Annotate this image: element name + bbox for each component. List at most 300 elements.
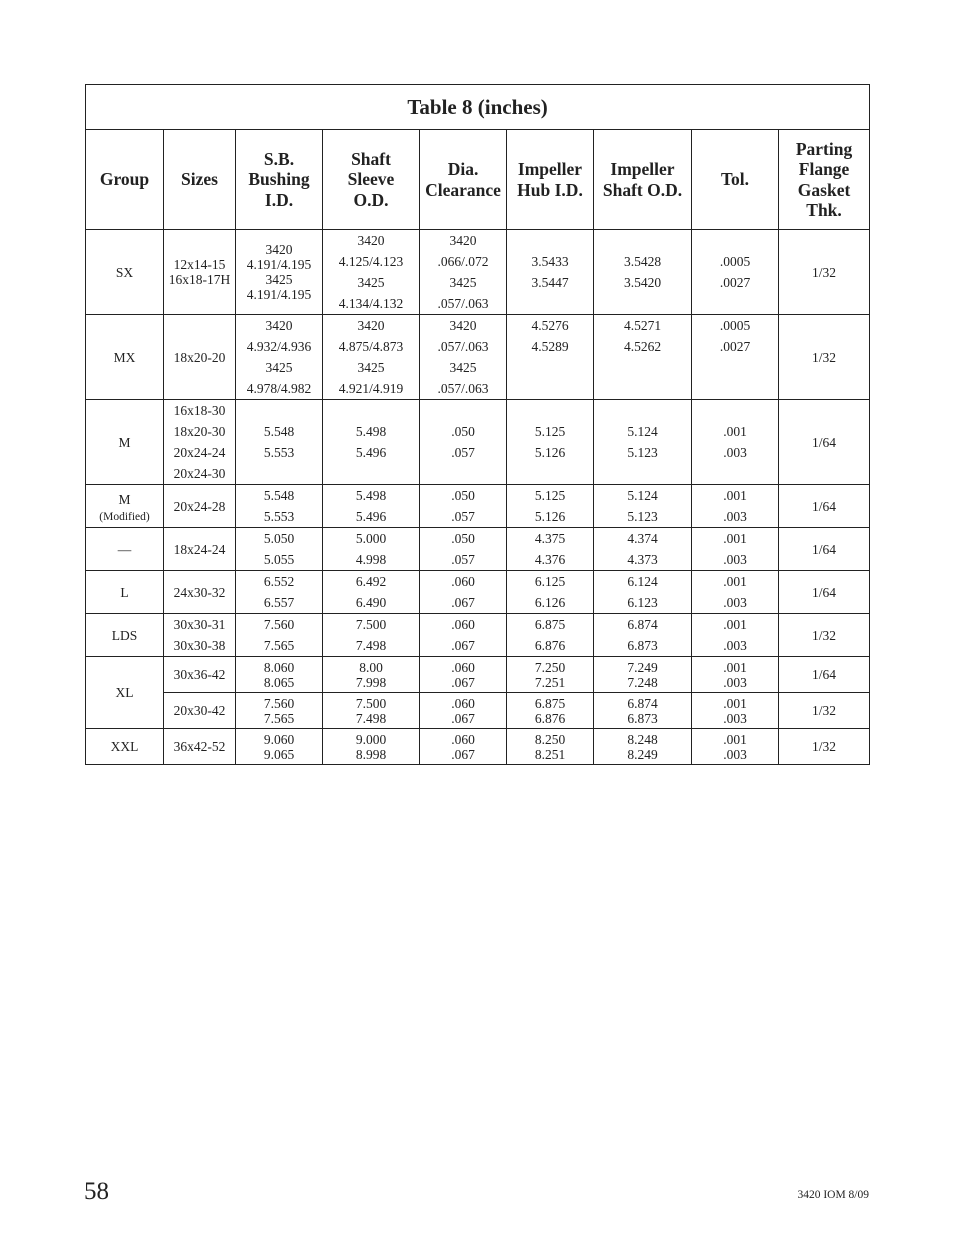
table-cell [164,315,236,400]
column-header [236,130,323,230]
cell-line: 7.500 [355,617,387,632]
column-header [420,130,507,230]
table-cell [507,614,594,657]
cell-line: 20x30-42 [173,703,226,718]
cell-line: 3.5433 [531,254,569,269]
cell-line: .060 [451,731,475,747]
cell-line: 6.874 [627,695,658,711]
cell-line [692,463,778,484]
table-cell [236,528,323,571]
cell-line: 1/64 [812,584,837,600]
table-cell [236,571,323,614]
table-cell [692,230,779,315]
cell-line: 20x24-28 [173,498,226,514]
column-header-line: Tol. [720,169,750,190]
table-cell [779,315,870,400]
cell-line: .050 [451,531,475,546]
column-header-line: Hub I.D. [517,179,583,200]
cell-line: 4.5276 [531,318,569,333]
cell-line: .001 [723,424,747,439]
cell-line: .057/.063 [437,339,489,354]
cell-line: 3420 [449,318,477,333]
table-cell [86,485,164,528]
cell-line: .001 [723,659,747,675]
cell-line [236,400,322,421]
column-header [507,130,594,230]
table-cell [164,614,236,657]
table-cell [594,485,692,528]
table-cell [236,729,323,765]
cell-line: 5.000 [355,531,387,546]
cell-line: 6.552 [263,574,295,589]
table-cell [594,657,692,693]
cell-line: 5.553 [263,445,295,460]
cell-line: .066/.072 [437,254,489,269]
cell-line: 24x30-32 [173,584,226,600]
table-cell [779,657,870,693]
cell-line: 5.055 [263,552,295,567]
cell-line: .060 [451,659,475,675]
column-header [86,130,164,230]
column-header-line: Gasket [797,179,851,200]
cell-line: 1/64 [812,667,837,682]
cell-line [236,463,322,484]
cell-line: 7.560 [263,617,295,632]
table-row [86,693,870,729]
cell-line [692,400,778,421]
table-cell [779,614,870,657]
cell-line: .067 [451,595,475,610]
cell-line: 8.060 [263,659,295,675]
cell-line: SX [115,264,134,280]
cell-line: 7.998 [355,674,387,690]
table-cell [507,729,594,765]
table-cell [692,571,779,614]
cell-line: .060 [451,695,475,711]
cell-line: .057 [451,552,475,567]
table-cell [420,400,507,485]
table-row [86,485,870,528]
cell-line: 3425 [265,272,293,287]
column-header-line: I.D. [264,189,294,210]
column-header-line: Flange [798,159,850,179]
column-header-line: Shaft O.D. [602,179,683,200]
cell-line: 5.124 [627,424,658,439]
table-row [86,315,870,400]
table-cell [86,571,164,614]
column-header-line: Thk. [806,200,842,220]
cell-line: 3425 [357,275,385,290]
table-cell [692,693,779,729]
cell-line: 3420 [265,318,293,333]
cell-line: 7.249 [627,659,658,675]
table-cell [507,693,594,729]
cell-line: 6.876 [534,710,566,726]
cell-line [507,378,593,399]
cell-line: 3.5420 [623,275,662,290]
cell-line: 3420 [265,242,293,257]
cell-line: 6.490 [355,595,387,610]
table-cell [594,400,692,485]
table-cell [420,614,507,657]
cell-line: 6.126 [534,595,566,610]
cell-line: 4.373 [627,552,658,567]
cell-line: 3425 [449,360,477,375]
table-row [86,400,870,485]
cell-line: 5.496 [355,509,387,524]
table-cell [779,571,870,614]
cell-line: 6.557 [263,595,295,610]
table-cell [594,230,692,315]
table-body [86,230,870,765]
table-cell [594,315,692,400]
column-header-line: Group [99,169,150,190]
table-cell [420,315,507,400]
cell-line: 16x18-30 [173,403,226,418]
cell-line [594,463,691,484]
table-cell [164,485,236,528]
cell-line: 4.5262 [623,339,662,354]
cell-line: .0027 [719,339,751,354]
table-cell [323,614,420,657]
table-cell [164,693,236,729]
cell-line: 5.498 [355,424,387,439]
table-cell [164,400,236,485]
cell-line [594,378,691,399]
column-header [323,130,420,230]
table-cell [692,528,779,571]
column-header-line: Impeller [610,159,675,179]
table-cell [86,614,164,657]
table-cell [507,230,594,315]
table-cell [420,528,507,571]
table-cell [86,230,164,315]
cell-line: 5.126 [534,509,566,524]
cell-line: 36x42-52 [173,739,226,754]
table-cell [507,315,594,400]
cell-line: 7.500 [355,695,387,711]
cell-line: 6.875 [534,617,566,632]
table-cell [323,315,420,400]
cell-line: 5.123 [627,445,658,460]
cell-line: 5.050 [263,531,295,546]
table-cell [164,657,236,693]
cell-line: 8.251 [534,746,566,762]
table-cell [164,729,236,765]
table-cell [507,485,594,528]
cell-line: 5.126 [534,445,566,460]
table-cell [236,230,323,315]
cell-line [507,400,593,421]
cell-line: .003 [723,595,747,610]
table-cell [594,571,692,614]
table-cell [236,657,323,693]
column-header-line: Impeller [517,159,583,179]
column-header-line: O.D. [353,189,389,210]
cell-line: L [120,584,129,600]
cell-line: 4.374 [627,531,658,546]
column-header-line: Parting [795,138,853,159]
cell-line: .060 [451,617,475,632]
table-cell [323,571,420,614]
cell-line: 1/32 [812,349,837,365]
table-cell [507,528,594,571]
cell-line: .057 [451,509,475,524]
cell-line: XXL [110,739,139,754]
cell-line: 8.00 [359,659,383,675]
table-cell [779,230,870,315]
column-header-line: S.B. [263,148,295,169]
cell-line: .001 [723,531,747,546]
table-cell [420,657,507,693]
table-cell [692,315,779,400]
cell-subtext: (Modified) [99,510,150,523]
cell-line: .057/.063 [437,381,489,396]
column-header-line: Sleeve [347,169,395,190]
table-cell [86,729,164,765]
table-cell [236,693,323,729]
cell-line: 18x20-30 [173,424,226,439]
table-cell [323,230,420,315]
cell-line: .067 [451,638,475,653]
cell-line: .067 [451,710,475,726]
cell-line: 4.998 [355,552,387,567]
cell-line: 6.123 [627,595,658,610]
cell-line: .001 [723,731,747,747]
cell-line: .057 [451,445,475,460]
table-cell [420,571,507,614]
cell-line: 5.548 [263,488,295,503]
cell-line: 7.498 [355,710,387,726]
cell-line: 5.498 [355,488,387,503]
cell-line: 1/64 [812,434,837,450]
cell-line: .0027 [719,275,751,290]
cell-line: .003 [723,445,747,460]
cell-line: 20x24-30 [173,466,226,481]
cell-line: 3420 [449,233,477,248]
cell-line: .067 [451,746,475,762]
cell-line: 6.876 [534,638,566,653]
cell-line: 8.065 [263,674,295,690]
cell-line: .003 [723,509,747,524]
page-number: 58 [84,1178,109,1205]
column-header [594,130,692,230]
table-cell [323,528,420,571]
table-cell [236,400,323,485]
cell-line: 8.998 [355,746,387,762]
cell-line: 18x20-20 [173,349,226,365]
table-cell [692,400,779,485]
cell-line: 4.191/4.195 [246,257,312,272]
cell-line: 8.250 [534,731,566,747]
table-cell [594,729,692,765]
cell-line: 7.565 [263,710,295,726]
cell-line: .050 [451,488,475,503]
cell-line: 3.5447 [531,275,569,290]
cell-line: M [118,434,131,450]
cell-line: 4.5271 [623,318,662,333]
table-cell [323,485,420,528]
cell-line: 4.875/4.873 [338,339,404,354]
table-title: Table 8 (inches) [86,85,870,130]
cell-line [323,400,419,421]
table-cell [323,657,420,693]
cell-line: 3425 [357,360,385,375]
table-cell [594,528,692,571]
cell-line [420,463,506,484]
cell-line: 8.249 [627,746,658,762]
column-header-line: Bushing [248,169,310,190]
cell-line: 7.498 [355,638,387,653]
cell-line: 6.875 [534,695,566,711]
table-cell [779,693,870,729]
table-cell [507,571,594,614]
table-cell [594,614,692,657]
cell-line: 5.125 [534,488,566,503]
cell-line: 3.5428 [623,254,662,269]
cell-line: — [117,541,132,557]
table-cell [236,315,323,400]
cell-line: 4.921/4.919 [338,381,404,396]
cell-line: 30x30-31 [173,617,226,632]
cell-line: 7.560 [263,695,295,711]
column-header-line: Dia. [447,159,479,179]
cell-line: 4.134/4.132 [338,296,404,311]
table-cell [420,230,507,315]
column-header-line: Clearance [425,179,501,200]
cell-line: 4.125/4.123 [338,254,404,269]
cell-line: 6.873 [627,638,658,653]
cell-line: 4.5289 [531,339,569,354]
table-cell [323,693,420,729]
cell-line: 5.124 [627,488,658,503]
table-cell [779,485,870,528]
cell-line: 16x18-17H [168,272,231,287]
cell-line: .003 [723,710,747,726]
cell-line: .050 [451,424,475,439]
cell-line: XL [115,685,134,700]
document-id: 3420 IOM 8/09 [797,1189,869,1201]
cell-line: 1/32 [812,739,837,754]
specs-table [85,84,870,765]
table-row [86,571,870,614]
cell-line: 9.000 [355,731,387,747]
table-cell [420,729,507,765]
table-row [86,729,870,765]
cell-line: .003 [723,674,747,690]
cell-line: 1/32 [812,627,837,643]
cell-line [420,400,506,421]
cell-line: 30x30-38 [173,638,226,653]
cell-line: 18x24-24 [173,541,226,557]
table-row [86,657,870,693]
cell-line: 1/64 [812,498,837,514]
table-cell [86,528,164,571]
cell-line: 12x14-15 [173,257,226,272]
cell-line: 9.065 [263,746,295,762]
column-header [164,130,236,230]
table-cell [164,571,236,614]
cell-line: .060 [451,574,475,589]
cell-line: MX [113,349,136,365]
cell-line: 4.978/4.982 [246,381,312,396]
cell-line: .001 [723,617,747,632]
column-header-line: Sizes [181,169,218,190]
cell-line: 7.565 [263,638,295,653]
cell-line: .0005 [719,318,751,333]
table-cell [164,230,236,315]
table-cell [323,729,420,765]
cell-line: .001 [723,574,747,589]
table-cell [594,693,692,729]
table-cell [164,528,236,571]
cell-line: 3420 [357,318,385,333]
cell-line: 5.553 [263,509,295,524]
cell-line: 20x24-24 [173,445,226,460]
table-cell [86,400,164,485]
table-cell [236,614,323,657]
cell-line: .003 [723,638,747,653]
cell-line: 1/32 [812,264,837,280]
table-row [86,528,870,571]
cell-line: 4.932/4.936 [246,339,312,354]
table-cell [420,693,507,729]
cell-line: 7.250 [534,659,566,675]
cell-line: 4.375 [534,531,566,546]
cell-line [507,357,593,378]
cell-line: .001 [723,488,747,503]
cell-line: 6.125 [534,574,566,589]
cell-line [594,357,691,378]
cell-line: 7.248 [627,674,658,690]
column-header [779,130,870,230]
cell-line: .003 [723,746,747,762]
cell-line [692,378,778,399]
cell-line: 30x36-42 [173,667,226,682]
cell-line: 6.874 [627,617,658,632]
cell-line: 3425 [449,275,477,290]
table-cell [779,729,870,765]
table-cell [507,400,594,485]
cell-line: 1/32 [812,703,837,718]
table-cell [236,485,323,528]
table-cell [323,400,420,485]
cell-line: 9.060 [263,731,295,747]
cell-line: 6.124 [627,574,658,589]
table-cell [779,400,870,485]
cell-line: 4.191/4.195 [246,287,312,302]
cell-line [692,357,778,378]
header-row [86,130,870,230]
cell-line: 8.248 [627,731,658,747]
cell-line: 5.125 [534,424,566,439]
cell-line: .0005 [719,254,751,269]
cell-line: 5.123 [627,509,658,524]
cell-line [594,400,691,421]
cell-line: .067 [451,674,475,690]
table-row [86,230,870,315]
table-cell [692,729,779,765]
cell-line: LDS [111,627,138,643]
table-cell [420,485,507,528]
cell-line: 7.251 [534,674,566,690]
cell-line: 5.496 [355,445,387,460]
column-header-line: Shaft [351,148,391,169]
cell-line: 6.492 [355,574,387,589]
cell-line: .057/.063 [437,296,489,311]
cell-line: 1/64 [812,541,837,557]
table-cell [779,528,870,571]
